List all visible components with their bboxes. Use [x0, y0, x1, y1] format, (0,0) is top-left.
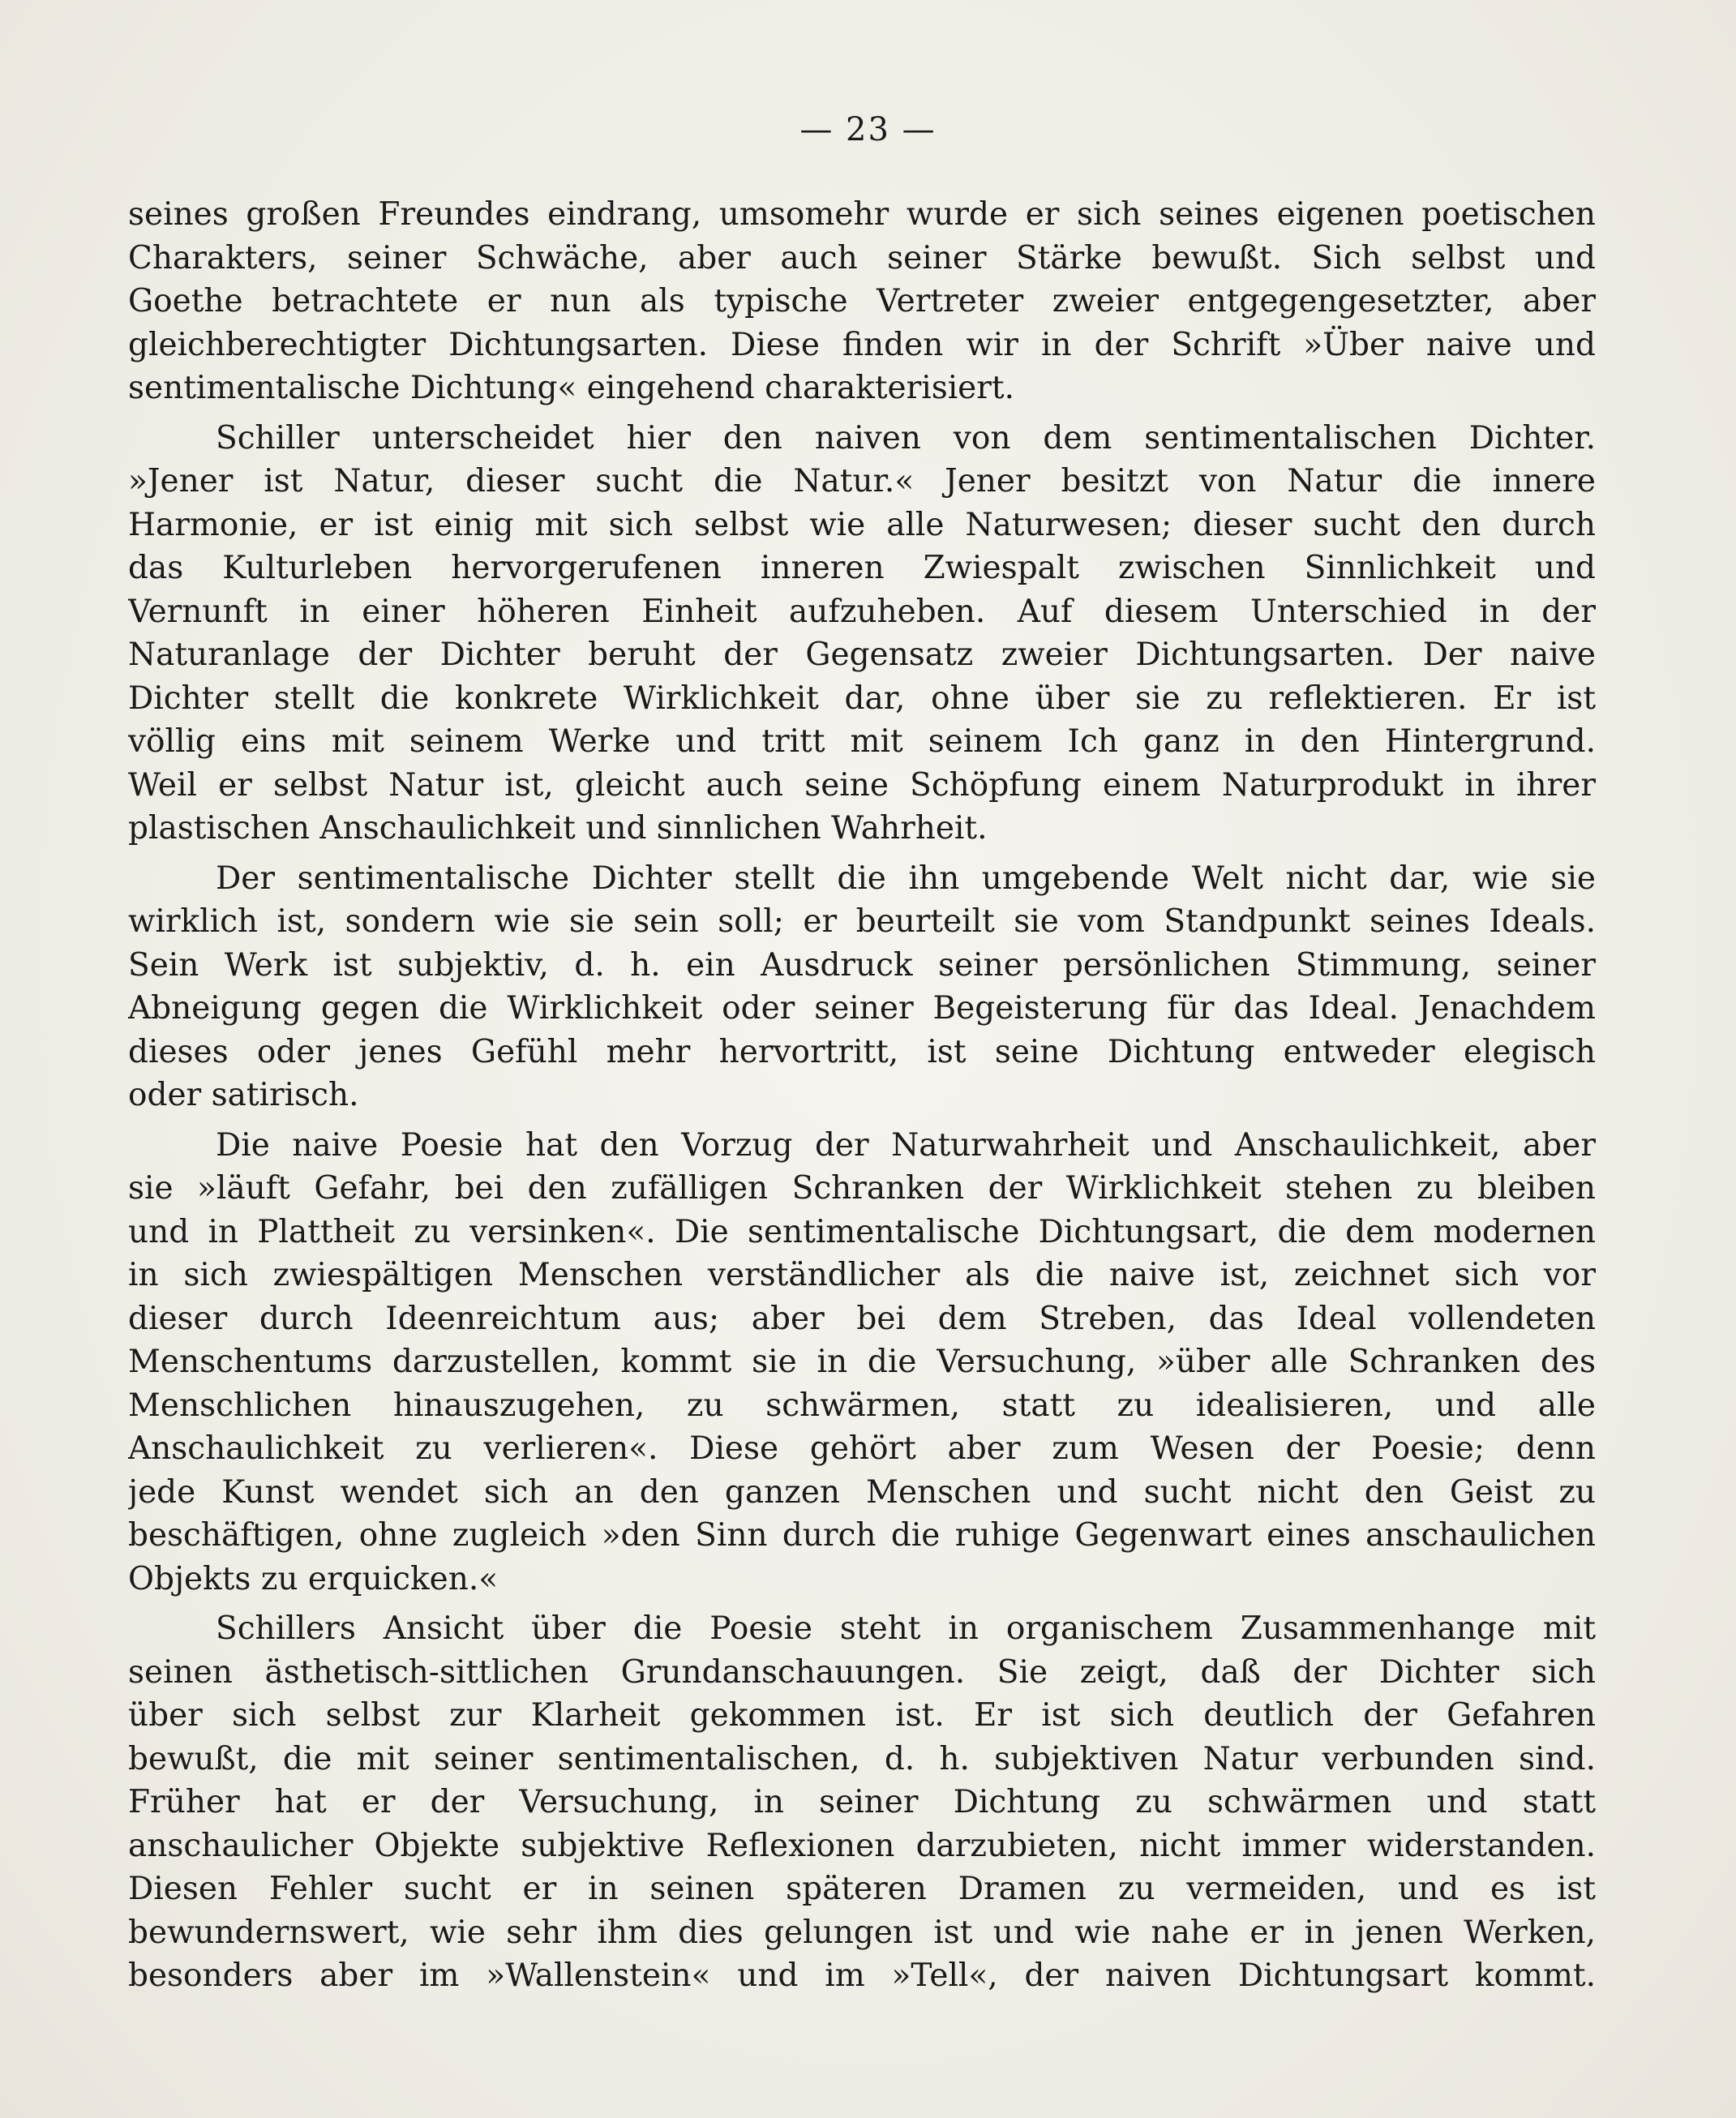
text-line: Sein Werk ist subjektiv, d. h. ein Ausdruck seiner persönlichen Stimmung, seiner	[128, 946, 1596, 984]
text-line: Der sentimentalische Dichter stellt die ihn umgebende Welt nicht dar, wie sie	[216, 860, 1596, 897]
paragraph-2	[128, 417, 1596, 851]
text-line: Diesen Fehler sucht er in seinen späteren Dramen zu vermeiden, und es ist	[128, 1871, 1596, 1907]
text-line: Früher hat er der Versuchung, in seiner Dichtung zu schwärmen und statt	[128, 1784, 1596, 1820]
text-line: völlig eins mit seinem Werke und tritt mit seinem Ich ganz in den Hintergrund.	[128, 723, 1596, 760]
text-line: sie »läuft Gefahr, bei den zufälligen Schranken der Wirklichkeit stehen zu bleiben	[128, 1170, 1596, 1207]
text-line: wirklich ist, sondern wie sie sein soll; er beurteilt sie vom Standpunkt seines Ideals.	[128, 903, 1596, 940]
text-line: Weil er selbst Natur ist, gleicht auch seine Schöpfung einem Naturprodukt in ihrer	[128, 766, 1596, 804]
text-line: »Jener ist Natur, dieser sucht die Natur.« Jener besitzt von Natur die innere	[128, 463, 1596, 499]
text-line: bewundernswert, wie sehr ihm dies gelungen ist und wie nahe er in jenen Werken,	[128, 1914, 1596, 1951]
text-line: Anschaulichkeit zu verlieren«. Diese gehört aber zum Wesen der Poesie; denn	[128, 1430, 1596, 1467]
paragraph-5	[128, 1607, 1596, 1998]
text-line: Objekts zu erquicken.«	[128, 1560, 499, 1597]
page-number: — 23 —	[799, 111, 937, 148]
text-line: Harmonie, er ist einig mit sich selbst wie alle Naturwesen; dieser sucht den durch	[128, 506, 1596, 543]
text-line: besonders aber im »Wallenstein« und im »Tell«, der naiven Dichtungsart kommt.	[128, 1957, 1596, 1994]
body-text	[128, 193, 1596, 2004]
text-line: Schillers Ansicht über die Poesie steht in organischem Zusammenhange mit	[216, 1610, 1596, 1647]
text-line: sentimentalische Dichtung« eingehend charakterisiert.	[128, 370, 1014, 406]
text-line: Vernunft in einer höheren Einheit aufzuheben. Auf diesem Unterschied in der	[128, 593, 1596, 630]
text-line: dieses oder jenes Gefühl mehr hervortritt, ist seine Dichtung entweder elegisch	[128, 1033, 1596, 1070]
text-line: Menschentums darzustellen, kommt sie in die Versuchung, »über alle Schranken des	[128, 1344, 1596, 1380]
text-line: anschaulicher Objekte subjektive Reflexionen darzubieten, nicht immer widerstanden.	[128, 1827, 1596, 1864]
text-line: und in Plattheit zu versinken«. Die sentimentalische Dichtungsart, die dem modernen	[128, 1213, 1596, 1250]
text-line: das Kulturleben hervorgerufenen inneren Zwiespalt zwischen Sinnlichkeit und	[128, 550, 1596, 586]
text-line: plastischen Anschaulichkeit und sinnlichen Wahrheit.	[128, 810, 988, 847]
text-line: gleichberechtigter Dichtungsarten. Diese finden wir in der Schrift »Über naive und	[128, 326, 1596, 363]
text-line: Goethe betrachtete er nun als typische Vertreter zweier entgegengesetzter, aber	[128, 283, 1596, 319]
text-line: Schiller unterscheidet hier den naiven von dem sentimentalischen Dichter.	[216, 419, 1596, 457]
text-line: bewußt, die mit seiner sentimentalischen, d. h. subjektiven Natur verbunden sind.	[128, 1740, 1596, 1777]
text-line: Menschlichen hinauszugehen, zu schwärmen, statt zu idealisieren, und alle	[128, 1387, 1596, 1424]
paragraph-4	[128, 1124, 1596, 1601]
paragraph-1	[128, 193, 1596, 410]
text-line: Charakters, seiner Schwäche, aber auch seiner Stärke bewußt. Sich selbst und	[128, 239, 1596, 277]
text-line: jede Kunst wendet sich an den ganzen Menschen und sucht nicht den Geist zu	[128, 1473, 1596, 1511]
text-line: beschäftigen, ohne zugleich »den Sinn durch die ruhige Gegenwart eines anschaulichen	[128, 1517, 1596, 1554]
paragraph-3	[128, 857, 1596, 1117]
text-line: Naturanlage der Dichter beruht der Gegensatz zweier Dichtungsarten. Der naive	[128, 637, 1596, 673]
text-line: dieser durch Ideenreichtum aus; aber bei dem Streben, das Ideal vollendeten	[128, 1300, 1596, 1337]
text-line: oder satirisch.	[128, 1077, 359, 1113]
text-line: Dichter stellt die konkrete Wirklichkeit dar, ohne über sie zu reflektieren. Er ist	[128, 680, 1596, 717]
text-line: in sich zwiespältigen Menschen verständlicher als die naive ist, zeichnet sich vor	[128, 1257, 1596, 1293]
text-line: Die naive Poesie hat den Vorzug der Naturwahrheit und Anschaulichkeit, aber	[216, 1126, 1596, 1164]
text-line: seinen ästhetisch-sittlichen Grundanschauungen. Sie zeigt, daß der Dichter sich	[128, 1653, 1596, 1691]
text-line: Abneigung gegen die Wirklichkeit oder seiner Begeisterung für das Ideal. Jenachdem	[128, 990, 1596, 1027]
text-line: seines großen Freundes eindrang, umsomehr wurde er sich seines eigenen poetischen	[128, 196, 1596, 233]
text-line: über sich selbst zur Klarheit gekommen ist. Er ist sich deutlich der Gefahren	[128, 1697, 1596, 1734]
